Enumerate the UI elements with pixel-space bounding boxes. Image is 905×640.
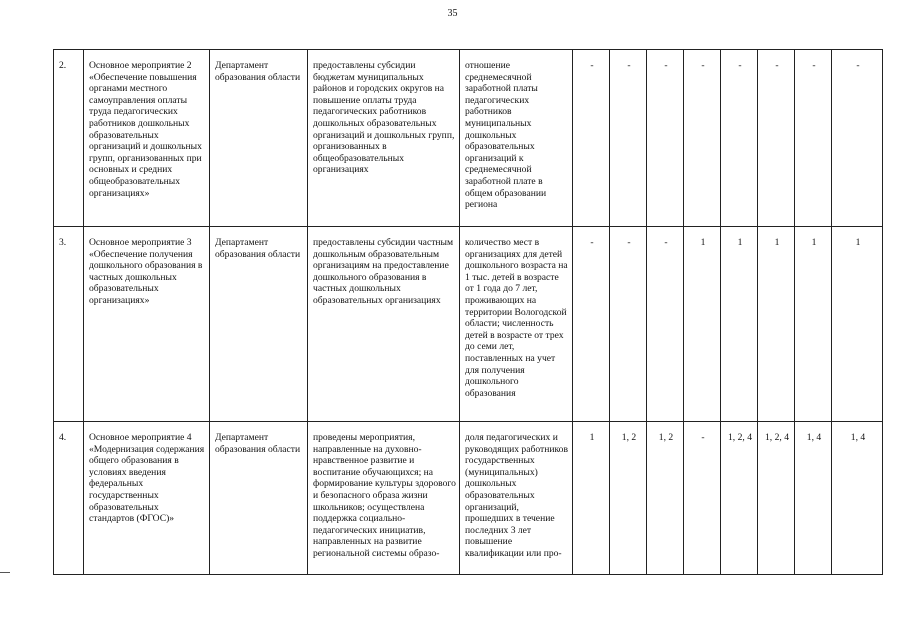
row-number: 4.	[54, 422, 84, 575]
year-value: -	[684, 50, 721, 227]
indicator: количество мест в организациях для детей дошкольного возраста на 1 тыс. детей в возрасте от 1 года до 7 лет, проживающих на территории Вологодской области; численность детей в возрасте от трех до семи лет, поставленных на учет для получения дошкольного образования	[460, 227, 573, 422]
expected-result: предоставлены субсидии частным дошкольным образовательным организациям на предоставление дошкольного образования в частных дошкольных образовательных организациях	[308, 227, 460, 422]
year-value: 1, 2, 4	[721, 422, 758, 575]
program-events-table	[53, 49, 883, 575]
year-value: -	[758, 50, 795, 227]
indicator: доля педагогических и руководящих работников государственных (муниципальных) дошкольных образовательных организаций, прошедших в течение последних 3 лет повышение квалификации или про-	[460, 422, 573, 575]
year-value: -	[795, 50, 832, 227]
year-value: 1	[721, 227, 758, 422]
year-value: -	[610, 227, 647, 422]
event-name: Основное мероприятие 2 «Обеспечение повышения органами местного самоуправления оплаты труда педагогических работников дошкольных образовательных организаций и дошкольных групп, организованных при основных и средних общеобразовательных организациях»	[84, 50, 210, 227]
row-number: 2.	[54, 50, 84, 227]
event-name: Основное мероприятие 3 «Обеспечение получения дошкольного образования в частных дошкольных образовательных организациях»	[84, 227, 210, 422]
expected-result: проведены мероприятия, направленные на духовно-нравственное развитие и воспитание обучающихся; на формирование культуры здорового и безопасного образа жизни школьников; осуществлена поддержка социально-педагогических инициатив, направленных на развитие региональной системы образо-	[308, 422, 460, 575]
year-value: 1	[832, 227, 883, 422]
expected-result: предоставлены субсидии бюджетам муниципальных районов и городских округов на повышение оплаты труда педагогических работников дошкольных образовательных организаций и дошкольных групп, организованных в общеобразовательных организациях	[308, 50, 460, 227]
year-value: 1, 4	[795, 422, 832, 575]
executor: Департамент образования области	[210, 422, 308, 575]
year-value: 1, 2	[647, 422, 684, 575]
table-row	[54, 50, 883, 227]
executor: Департамент образования области	[210, 50, 308, 227]
page-number: 35	[447, 8, 458, 19]
table-row	[54, 227, 883, 422]
year-value: -	[647, 227, 684, 422]
scan-mark	[0, 572, 10, 573]
year-value: -	[573, 50, 610, 227]
executor: Департамент образования области	[210, 227, 308, 422]
year-value: 1	[573, 422, 610, 575]
year-value: -	[573, 227, 610, 422]
row-number: 3.	[54, 227, 84, 422]
year-value: 1	[795, 227, 832, 422]
indicator: отношение среднемесячной заработной платы педагогических работников муниципальных дошкольных образовательных организаций к среднемесячной заработной плате в общем образовании региона	[460, 50, 573, 227]
year-value: 1, 2	[610, 422, 647, 575]
year-value: -	[610, 50, 647, 227]
table-row	[54, 422, 883, 575]
year-value: -	[832, 50, 883, 227]
event-name: Основное мероприятие 4 «Модернизация содержания общего образования в условиях введения федеральных государственных образовательных стандартов (ФГОС)»	[84, 422, 210, 575]
year-value: -	[647, 50, 684, 227]
year-value: 1, 2, 4	[758, 422, 795, 575]
year-value: 1	[758, 227, 795, 422]
year-value: 1	[684, 227, 721, 422]
year-value: -	[721, 50, 758, 227]
year-value: -	[684, 422, 721, 575]
year-value: 1, 4	[832, 422, 883, 575]
